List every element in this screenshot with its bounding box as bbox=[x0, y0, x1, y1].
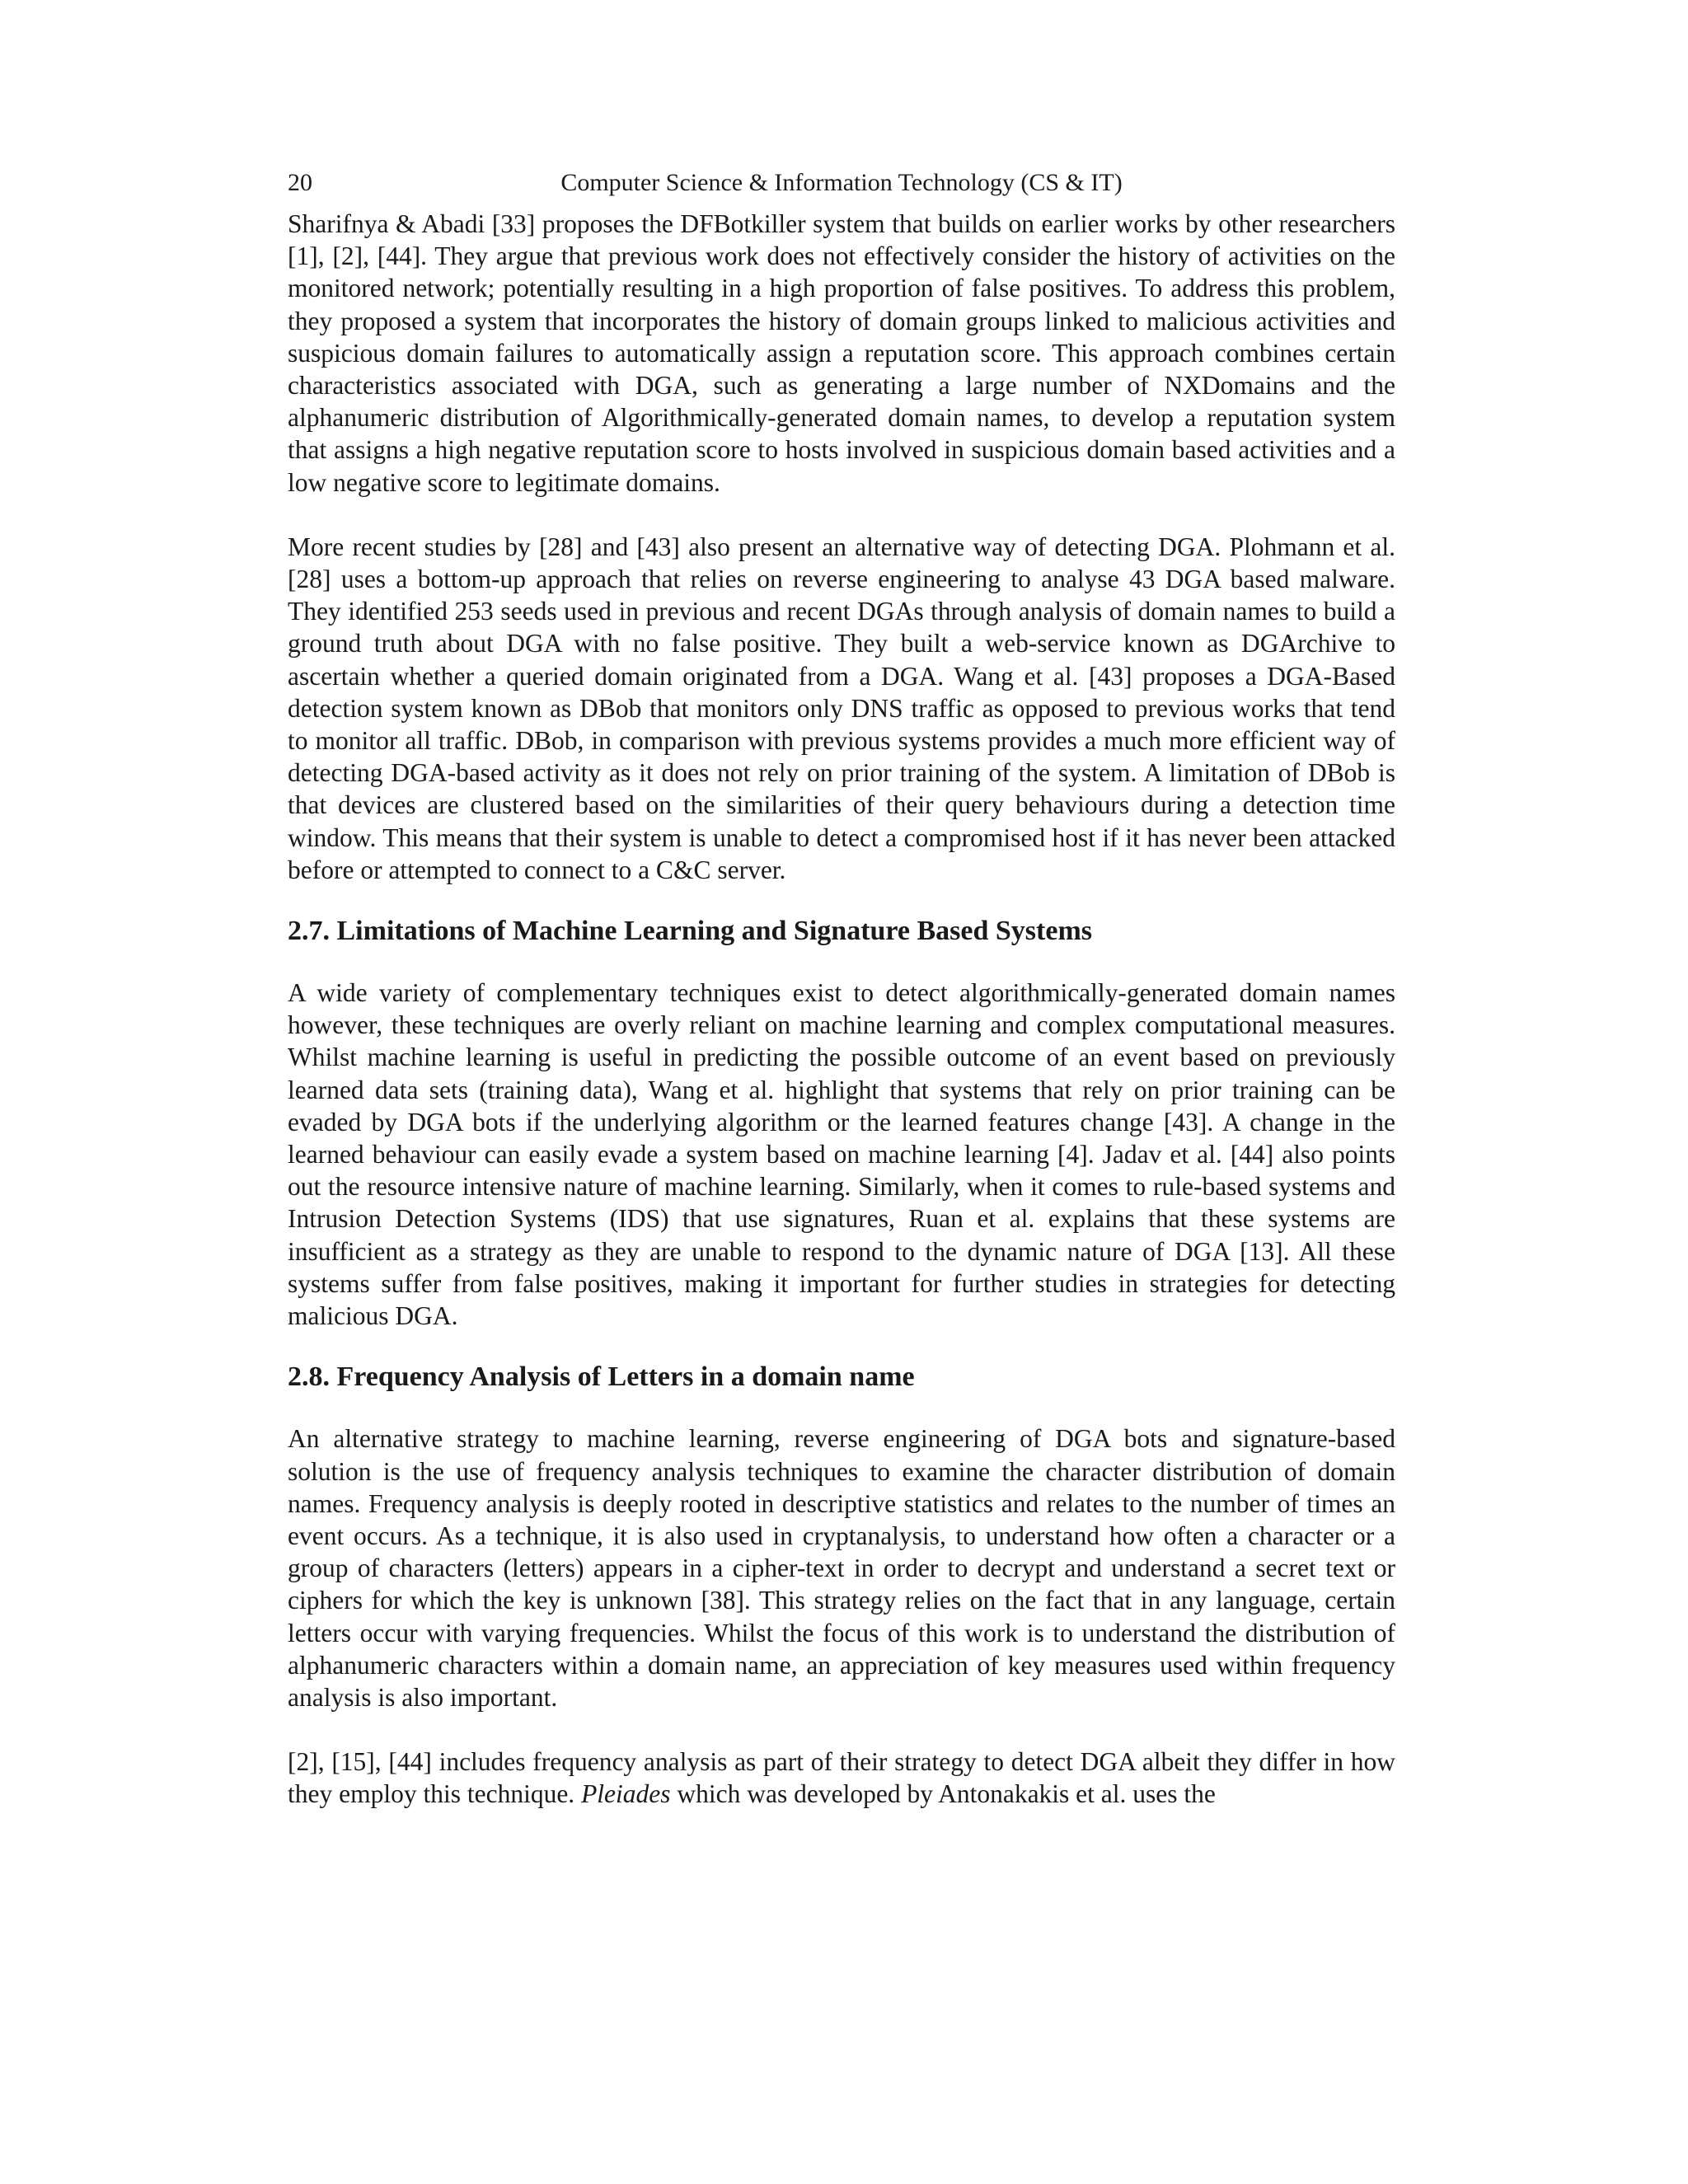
section-heading-2-7: 2.7. Limitations of Machine Learning and Signature Based Systems bbox=[288, 916, 1093, 947]
paragraph-limitations: A wide variety of complementary techniques exist to detect algorithmically-generated domain names however, these techniques are overly reliant on machine learning and complex computational measures. Whilst machine learning is useful in predicting the possible outcome of an event based on previously learned data sets (training data), Wang et al. highlight that systems that rely on prior training can be evaded by DGA bots if the underlying algorithm or the learned features change [43]. A change in the learned behaviour can easily evade a system based on machine learning [4]. Jadav et al. [44] also points out the resource intensive nature of machine learning. Similarly, when it comes to rule-based systems and Intrusion Detection Systems (IDS) that use signatures, Ruan et al. explains that these systems are insufficient as a strategy as they are unable to respond to the dynamic nature of DGA [13]. All these systems suffer from false positives, making it important for further studies in strategies for detecting malicious DGA. bbox=[288, 978, 1395, 1331]
paragraph-pleiades bbox=[288, 1746, 1395, 1810]
paragraph-frequency-analysis: An alternative strategy to machine learning, reverse engineering of DGA bots and signature-based solution is the use of frequency analysis techniques to examine the character distribution of domain names. Frequency analysis is deeply rooted in descriptive statistics and relates to the number of times an event occurs. As a technique, it is also used in cryptanalysis, to understand how often a character or a group of characters (letters) appears in a cipher-text in order to decrypt and understand a secret text or ciphers for which the key is unknown [38]. This strategy relies on the fact that in any language, certain letters occur with varying frequencies. Whilst the focus of this work is to understand the distribution of alphanumeric characters within a domain name, an appreciation of key measures used within frequency analysis is also important. bbox=[288, 1424, 1395, 1712]
paper-page bbox=[288, 165, 1395, 1811]
paragraph-pleiades-text-start: [2], [15], [44] includes frequency analysis as part of their strategy to detect DGA albeit they differ in how they employ this technique. bbox=[288, 1747, 1395, 1809]
page-number: 20 bbox=[288, 169, 312, 196]
paragraph-pleiades-text-end: which was developed by Antonakakis et al. uses the bbox=[670, 1779, 1216, 1809]
pleiades-italic: Pleiades bbox=[581, 1779, 671, 1809]
paragraph-dfbotkiller: Sharifnya & Abadi [33] proposes the DFBotkiller system that builds on earlier works by other researchers [1], [2], [44]. They argue that previous work does not effectively consider the history of activities on the monitored network; potentially resulting in a high proportion of false positives. To address this problem, they proposed a system that incorporates the history of domain groups linked to malicious activities and suspicious domain failures to automatically assign a reputation score. This approach combines certain characteristics associated with DGA, such as generating a large number of NXDomains and the alphanumeric distribution of Algorithmically-generated domain names, to develop a reputation system that assigns a high negative reputation score to hosts involved in suspicious domain based activities and a low negative score to legitimate domains. bbox=[288, 209, 1395, 497]
section-heading-2-8: 2.8. Frequency Analysis of Letters in a domain name bbox=[288, 1361, 915, 1393]
running-header bbox=[288, 165, 1395, 201]
journal-title: Computer Science & Information Technology (CS & IT) bbox=[560, 169, 1123, 196]
paragraph-recent-studies: More recent studies by [28] and [43] also present an alternative way of detecting DGA. Plohmann et al. [28] uses a bottom-up approach that relies on reverse engineering to analyse 43 DGA based malware. They identified 253 seeds used in previous and recent DGAs through analysis of domain names to build a ground truth about DGA with no false positive. They built a web-service known as DGArchive to ascertain whether a queried domain originated from a DGA. Wang et al. [43] proposes a DGA-Based detection system known as DBob that monitors only DNS traffic as opposed to previous works that tend to monitor all traffic. DBob, in comparison with previous systems provides a much more efficient way of detecting DGA-based activity as it does not rely on prior training of the system. A limitation of DBob is that devices are clustered based on the similarities of their query behaviours during a detection time window. This means that their system is unable to detect a compromised host if it has never been attacked before or attempted to connect to a C&C server. bbox=[288, 532, 1395, 884]
